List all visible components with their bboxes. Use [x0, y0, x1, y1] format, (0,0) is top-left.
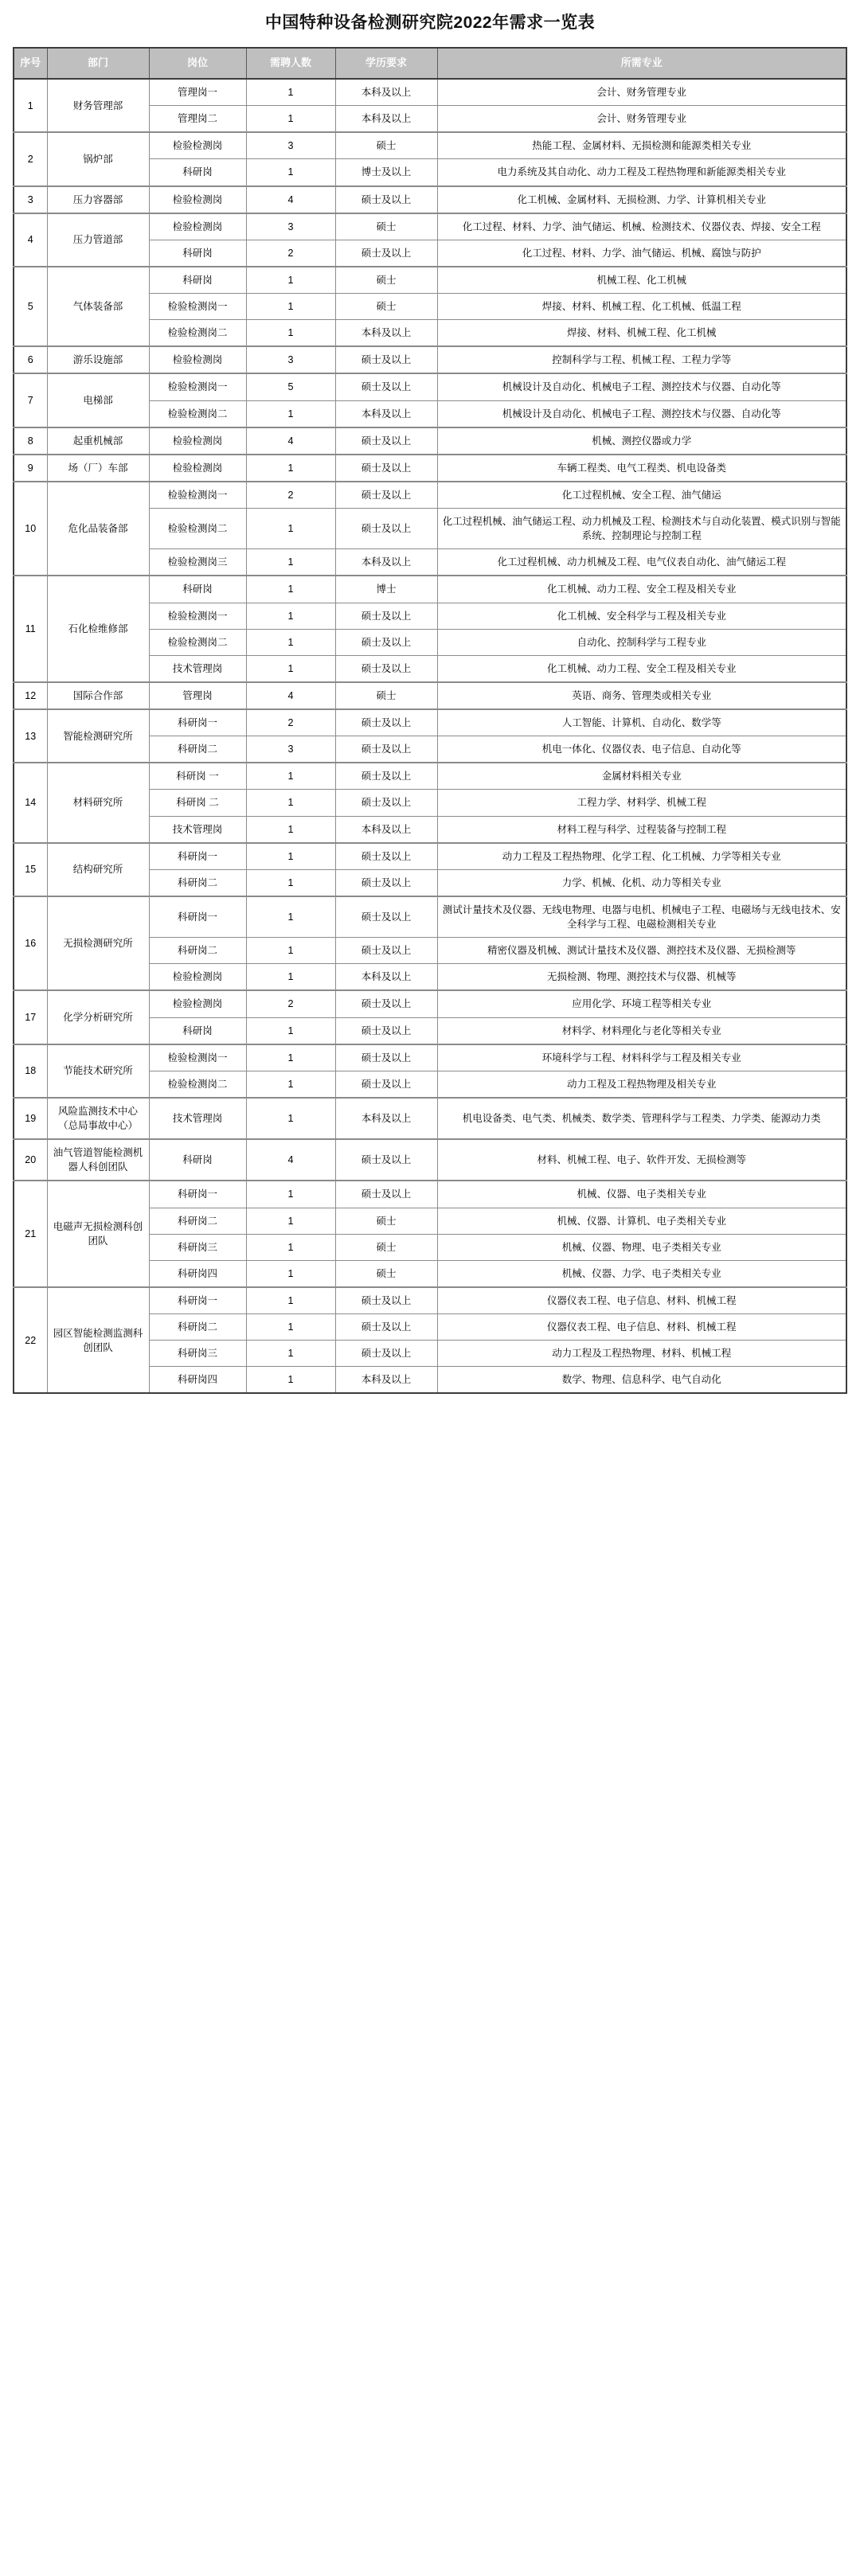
table-row [14, 455, 846, 482]
major-cell: 人工智能、计算机、自动化、数学等 [437, 709, 846, 736]
major-cell: 动力工程及工程热物理、材料、机械工程 [437, 1341, 846, 1367]
department-cell: 气体装备部 [47, 267, 149, 346]
position-cell: 技术管理岗 [149, 1098, 246, 1139]
table-row [14, 709, 846, 736]
headcount-cell: 1 [246, 816, 335, 843]
table-row [14, 1139, 846, 1181]
position-cell: 科研岗 [149, 576, 246, 603]
major-cell: 力学、机械、化机、动力等相关专业 [437, 869, 846, 896]
education-cell: 博士 [335, 576, 437, 603]
headcount-cell: 4 [246, 1139, 335, 1181]
position-cell: 科研岗一 [149, 1287, 246, 1314]
headcount-cell: 1 [246, 843, 335, 870]
table-row [14, 1181, 846, 1208]
position-cell: 科研岗 [149, 1017, 246, 1044]
major-cell: 机械、仪器、力学、电子类相关专业 [437, 1260, 846, 1287]
education-cell: 硕士及以上 [335, 655, 437, 682]
education-cell: 本科及以上 [335, 106, 437, 133]
major-cell: 机械、测控仪器或力学 [437, 427, 846, 455]
position-cell: 科研岗二 [149, 1314, 246, 1341]
major-cell: 无损检测、物理、测控技术与仪器、机械等 [437, 964, 846, 991]
major-cell: 化工机械、动力工程、安全工程及相关专业 [437, 655, 846, 682]
education-cell: 本科及以上 [335, 1367, 437, 1394]
table-row [14, 373, 846, 400]
major-cell: 自动化、控制科学与工程专业 [437, 629, 846, 655]
headcount-cell: 1 [246, 964, 335, 991]
major-cell: 数学、物理、信息科学、电气自动化 [437, 1367, 846, 1394]
education-cell: 博士及以上 [335, 159, 437, 186]
department-cell: 智能检测研究所 [47, 709, 149, 763]
row-index-cell: 16 [14, 896, 47, 991]
table-row [14, 482, 846, 509]
row-index-cell: 11 [14, 576, 47, 682]
headcount-cell: 1 [246, 603, 335, 629]
department-cell: 化学分析研究所 [47, 990, 149, 1044]
position-cell: 检验检测岗二 [149, 320, 246, 347]
row-index-cell: 20 [14, 1139, 47, 1181]
major-cell: 焊接、材料、机械工程、化工机械、低温工程 [437, 294, 846, 320]
position-cell: 科研岗 二 [149, 790, 246, 816]
table-row [14, 576, 846, 603]
table-row [14, 1044, 846, 1071]
headcount-cell: 2 [246, 990, 335, 1017]
table-row [14, 427, 846, 455]
headcount-cell: 1 [246, 549, 335, 576]
education-cell: 硕士 [335, 1208, 437, 1234]
position-cell: 科研岗一 [149, 843, 246, 870]
major-cell: 金属材料相关专业 [437, 763, 846, 790]
major-cell: 化工过程机械、安全工程、油气储运 [437, 482, 846, 509]
column-header-education: 学历要求 [335, 48, 437, 79]
headcount-cell: 1 [246, 1071, 335, 1098]
row-index-cell: 17 [14, 990, 47, 1044]
education-cell: 硕士及以上 [335, 482, 437, 509]
major-cell: 机械、仪器、物理、电子类相关专业 [437, 1234, 846, 1260]
headcount-cell: 1 [246, 1208, 335, 1234]
education-cell: 硕士 [335, 267, 437, 294]
column-header-index: 序号 [14, 48, 47, 79]
position-cell: 科研岗 一 [149, 763, 246, 790]
headcount-cell: 1 [246, 1341, 335, 1367]
major-cell: 机械设计及自动化、机械电子工程、测控技术与仪器、自动化等 [437, 373, 846, 400]
department-cell: 园区智能检测监测科创团队 [47, 1287, 149, 1394]
headcount-cell: 1 [246, 790, 335, 816]
major-cell: 材料工程与科学、过程装备与控制工程 [437, 816, 846, 843]
department-cell: 场（厂）车部 [47, 455, 149, 482]
department-cell: 油气管道智能检测机器人科创团队 [47, 1139, 149, 1181]
major-cell: 机械工程、化工机械 [437, 267, 846, 294]
major-cell: 环境科学与工程、材料科学与工程及相关专业 [437, 1044, 846, 1071]
headcount-cell: 1 [246, 1367, 335, 1394]
education-cell: 硕士及以上 [335, 1341, 437, 1367]
education-cell: 硕士及以上 [335, 186, 437, 213]
row-index-cell: 7 [14, 373, 47, 427]
major-cell: 机电设备类、电气类、机械类、数学类、管理科学与工程类、力学类、能源动力类 [437, 1098, 846, 1139]
position-cell: 检验检测岗一 [149, 373, 246, 400]
department-cell: 材料研究所 [47, 763, 149, 842]
headcount-cell: 1 [246, 1044, 335, 1071]
major-cell: 动力工程及工程热物理、化学工程、化工机械、力学等相关专业 [437, 843, 846, 870]
position-cell: 技术管理岗 [149, 816, 246, 843]
education-cell: 硕士 [335, 682, 437, 709]
major-cell: 控制科学与工程、机械工程、工程力学等 [437, 346, 846, 373]
table-header-row [14, 48, 846, 79]
headcount-cell: 1 [246, 1287, 335, 1314]
department-cell: 游乐设施部 [47, 346, 149, 373]
department-cell: 节能技术研究所 [47, 1044, 149, 1098]
headcount-cell: 1 [246, 320, 335, 347]
headcount-cell: 1 [246, 1234, 335, 1260]
education-cell: 硕士及以上 [335, 709, 437, 736]
row-index-cell: 9 [14, 455, 47, 482]
table-row [14, 267, 846, 294]
major-cell: 机械设计及自动化、机械电子工程、测控技术与仪器、自动化等 [437, 400, 846, 427]
position-cell: 科研岗二 [149, 1208, 246, 1234]
education-cell: 本科及以上 [335, 816, 437, 843]
row-index-cell: 18 [14, 1044, 47, 1098]
major-cell: 化工机械、动力工程、安全工程及相关专业 [437, 576, 846, 603]
headcount-cell: 3 [246, 736, 335, 763]
major-cell: 材料、机械工程、电子、软件开发、无损检测等 [437, 1139, 846, 1181]
major-cell: 化工过程机械、油气储运工程、动力机械及工程、检测技术与自动化装置、模式识别与智能系统、控制理论与控制工程 [437, 509, 846, 549]
department-cell: 电梯部 [47, 373, 149, 427]
department-cell: 财务管理部 [47, 79, 149, 132]
education-cell: 本科及以上 [335, 320, 437, 347]
position-cell: 检验检测岗二 [149, 629, 246, 655]
table-row [14, 990, 846, 1017]
education-cell: 硕士及以上 [335, 1181, 437, 1208]
table-row [14, 213, 846, 240]
department-cell: 国际合作部 [47, 682, 149, 709]
education-cell: 硕士及以上 [335, 509, 437, 549]
headcount-cell: 1 [246, 1260, 335, 1287]
department-cell: 压力容器部 [47, 186, 149, 213]
position-cell: 检验检测岗 [149, 213, 246, 240]
row-index-cell: 12 [14, 682, 47, 709]
position-cell: 科研岗三 [149, 1234, 246, 1260]
position-cell: 检验检测岗二 [149, 1071, 246, 1098]
headcount-cell: 2 [246, 240, 335, 267]
headcount-cell: 1 [246, 1181, 335, 1208]
position-cell: 科研岗 [149, 159, 246, 186]
position-cell: 科研岗一 [149, 709, 246, 736]
headcount-cell: 1 [246, 869, 335, 896]
row-index-cell: 21 [14, 1181, 47, 1287]
headcount-cell: 4 [246, 427, 335, 455]
position-cell: 检验检测岗二 [149, 509, 246, 549]
table-row [14, 186, 846, 213]
row-index-cell: 8 [14, 427, 47, 455]
row-index-cell: 4 [14, 213, 47, 267]
position-cell: 科研岗一 [149, 1181, 246, 1208]
headcount-cell: 1 [246, 79, 335, 106]
education-cell: 硕士及以上 [335, 427, 437, 455]
position-cell: 检验检测岗 [149, 990, 246, 1017]
department-cell: 石化检维修部 [47, 576, 149, 682]
page-title: 中国特种设备检测研究院2022年需求一览表 [264, 14, 596, 32]
row-index-cell: 6 [14, 346, 47, 373]
row-index-cell: 13 [14, 709, 47, 763]
position-cell: 检验检测岗 [149, 132, 246, 159]
major-cell: 测试计量技术及仪器、无线电物理、电器与电机、机械电子工程、电磁场与无线电技术、安全科学与工程、电磁检测相关专业 [437, 896, 846, 938]
major-cell: 电力系统及其自动化、动力工程及工程热物理和新能源类相关专业 [437, 159, 846, 186]
department-cell: 结构研究所 [47, 843, 149, 896]
headcount-cell: 1 [246, 938, 335, 964]
education-cell: 硕士及以上 [335, 603, 437, 629]
major-cell: 化工过程机械、动力机械及工程、电气仪表自动化、油气储运工程 [437, 549, 846, 576]
major-cell: 材料学、材料理化与老化等相关专业 [437, 1017, 846, 1044]
position-cell: 科研岗二 [149, 938, 246, 964]
headcount-cell: 1 [246, 455, 335, 482]
headcount-cell: 1 [246, 509, 335, 549]
major-cell: 化工机械、安全科学与工程及相关专业 [437, 603, 846, 629]
headcount-cell: 3 [246, 213, 335, 240]
table-row [14, 763, 846, 790]
major-cell: 车辆工程类、电气工程类、机电设备类 [437, 455, 846, 482]
position-cell: 检验检测岗 [149, 964, 246, 991]
major-cell: 热能工程、金属材料、无损检测和能源类相关专业 [437, 132, 846, 159]
department-cell: 压力管道部 [47, 213, 149, 267]
major-cell: 化工过程、材料、力学、油气储运、机械、检测技术、仪器仪表、焊接、安全工程 [437, 213, 846, 240]
position-cell: 管理岗二 [149, 106, 246, 133]
table-row [14, 843, 846, 870]
row-index-cell: 14 [14, 763, 47, 842]
column-header-major: 所需专业 [437, 48, 846, 79]
table-row [14, 896, 846, 938]
education-cell: 硕士 [335, 213, 437, 240]
position-cell: 检验检测岗 [149, 186, 246, 213]
major-cell: 仪器仪表工程、电子信息、材料、机械工程 [437, 1314, 846, 1341]
row-index-cell: 15 [14, 843, 47, 896]
position-cell: 科研岗二 [149, 869, 246, 896]
row-index-cell: 3 [14, 186, 47, 213]
headcount-cell: 2 [246, 482, 335, 509]
education-cell: 硕士 [335, 294, 437, 320]
education-cell: 硕士及以上 [335, 1139, 437, 1181]
position-cell: 科研岗 [149, 240, 246, 267]
education-cell: 硕士及以上 [335, 1017, 437, 1044]
major-cell: 会计、财务管理专业 [437, 106, 846, 133]
education-cell: 硕士及以上 [335, 346, 437, 373]
education-cell: 硕士及以上 [335, 869, 437, 896]
position-cell: 科研岗三 [149, 1341, 246, 1367]
education-cell: 硕士 [335, 1260, 437, 1287]
education-cell: 硕士及以上 [335, 843, 437, 870]
education-cell: 本科及以上 [335, 79, 437, 106]
position-cell: 检验检测岗一 [149, 603, 246, 629]
row-index-cell: 10 [14, 482, 47, 576]
major-cell: 机械、仪器、计算机、电子类相关专业 [437, 1208, 846, 1234]
table-row [14, 1098, 846, 1139]
row-index-cell: 19 [14, 1098, 47, 1139]
headcount-cell: 1 [246, 1314, 335, 1341]
headcount-cell: 1 [246, 267, 335, 294]
major-cell: 会计、财务管理专业 [437, 79, 846, 106]
education-cell: 本科及以上 [335, 549, 437, 576]
major-cell: 机械、仪器、电子类相关专业 [437, 1181, 846, 1208]
headcount-cell: 1 [246, 655, 335, 682]
major-cell: 化工机械、金属材料、无损检测、力学、计算机相关专业 [437, 186, 846, 213]
headcount-cell: 1 [246, 1098, 335, 1139]
education-cell: 硕士及以上 [335, 1071, 437, 1098]
row-index-cell: 1 [14, 79, 47, 132]
headcount-cell: 1 [246, 576, 335, 603]
table-row [14, 346, 846, 373]
position-cell: 科研岗四 [149, 1367, 246, 1394]
major-cell: 动力工程及工程热物理及相关专业 [437, 1071, 846, 1098]
headcount-cell: 5 [246, 373, 335, 400]
headcount-cell: 1 [246, 629, 335, 655]
department-cell: 危化品装备部 [47, 482, 149, 576]
headcount-cell: 1 [246, 294, 335, 320]
headcount-cell: 3 [246, 132, 335, 159]
department-cell: 无损检测研究所 [47, 896, 149, 991]
headcount-cell: 1 [246, 400, 335, 427]
major-cell: 仪器仪表工程、电子信息、材料、机械工程 [437, 1287, 846, 1314]
position-cell: 检验检测岗 [149, 427, 246, 455]
position-cell: 科研岗 [149, 1139, 246, 1181]
headcount-cell: 1 [246, 159, 335, 186]
education-cell: 硕士及以上 [335, 1287, 437, 1314]
major-cell: 精密仪器及机械、测试计量技术及仪器、测控技术及仪器、无损检测等 [437, 938, 846, 964]
department-cell: 锅炉部 [47, 132, 149, 185]
headcount-cell: 2 [246, 709, 335, 736]
row-index-cell: 5 [14, 267, 47, 346]
education-cell: 硕士及以上 [335, 629, 437, 655]
education-cell: 硕士及以上 [335, 938, 437, 964]
education-cell: 硕士及以上 [335, 1314, 437, 1341]
education-cell: 硕士及以上 [335, 990, 437, 1017]
major-cell: 化工过程、材料、力学、油气储运、机械、腐蚀与防护 [437, 240, 846, 267]
headcount-cell: 4 [246, 682, 335, 709]
major-cell: 工程力学、材料学、机械工程 [437, 790, 846, 816]
position-cell: 科研岗四 [149, 1260, 246, 1287]
department-cell: 电磁声无损检测科创团队 [47, 1181, 149, 1287]
education-cell: 硕士及以上 [335, 896, 437, 938]
position-cell: 管理岗一 [149, 79, 246, 106]
education-cell: 硕士 [335, 1234, 437, 1260]
department-cell: 风险监测技术中心（总局事故中心） [47, 1098, 149, 1139]
education-cell: 本科及以上 [335, 400, 437, 427]
education-cell: 硕士及以上 [335, 1044, 437, 1071]
table-row [14, 1287, 846, 1314]
table-row [14, 682, 846, 709]
position-cell: 科研岗 [149, 267, 246, 294]
major-cell: 应用化学、环境工程等相关专业 [437, 990, 846, 1017]
department-cell: 起重机械部 [47, 427, 149, 455]
major-cell: 焊接、材料、机械工程、化工机械 [437, 320, 846, 347]
education-cell: 硕士及以上 [335, 763, 437, 790]
headcount-cell: 1 [246, 106, 335, 133]
position-cell: 管理岗 [149, 682, 246, 709]
row-index-cell: 22 [14, 1287, 47, 1394]
table-body [14, 79, 846, 1393]
table-row [14, 79, 846, 106]
table-header [14, 48, 846, 79]
position-cell: 检验检测岗二 [149, 400, 246, 427]
education-cell: 硕士及以上 [335, 736, 437, 763]
position-cell: 检验检测岗三 [149, 549, 246, 576]
education-cell: 本科及以上 [335, 1098, 437, 1139]
position-cell: 科研岗二 [149, 736, 246, 763]
position-cell: 检验检测岗一 [149, 294, 246, 320]
major-cell: 机电一体化、仪器仪表、电子信息、自动化等 [437, 736, 846, 763]
education-cell: 硕士及以上 [335, 455, 437, 482]
position-cell: 检验检测岗一 [149, 482, 246, 509]
education-cell: 硕士及以上 [335, 790, 437, 816]
recruitment-requirements-table [13, 47, 847, 1394]
position-cell: 科研岗一 [149, 896, 246, 938]
education-cell: 硕士及以上 [335, 373, 437, 400]
headcount-cell: 1 [246, 763, 335, 790]
position-cell: 检验检测岗一 [149, 1044, 246, 1071]
column-header-department: 部门 [47, 48, 149, 79]
major-cell: 英语、商务、管理类或相关专业 [437, 682, 846, 709]
headcount-cell: 3 [246, 346, 335, 373]
education-cell: 硕士 [335, 132, 437, 159]
headcount-cell: 4 [246, 186, 335, 213]
position-cell: 技术管理岗 [149, 655, 246, 682]
row-index-cell: 2 [14, 132, 47, 185]
position-cell: 检验检测岗 [149, 346, 246, 373]
headcount-cell: 1 [246, 896, 335, 938]
table-row [14, 132, 846, 159]
column-header-position: 岗位 [149, 48, 246, 79]
column-header-headcount: 需聘人数 [246, 48, 335, 79]
headcount-cell: 1 [246, 1017, 335, 1044]
education-cell: 硕士及以上 [335, 240, 437, 267]
position-cell: 检验检测岗 [149, 455, 246, 482]
education-cell: 本科及以上 [335, 964, 437, 991]
